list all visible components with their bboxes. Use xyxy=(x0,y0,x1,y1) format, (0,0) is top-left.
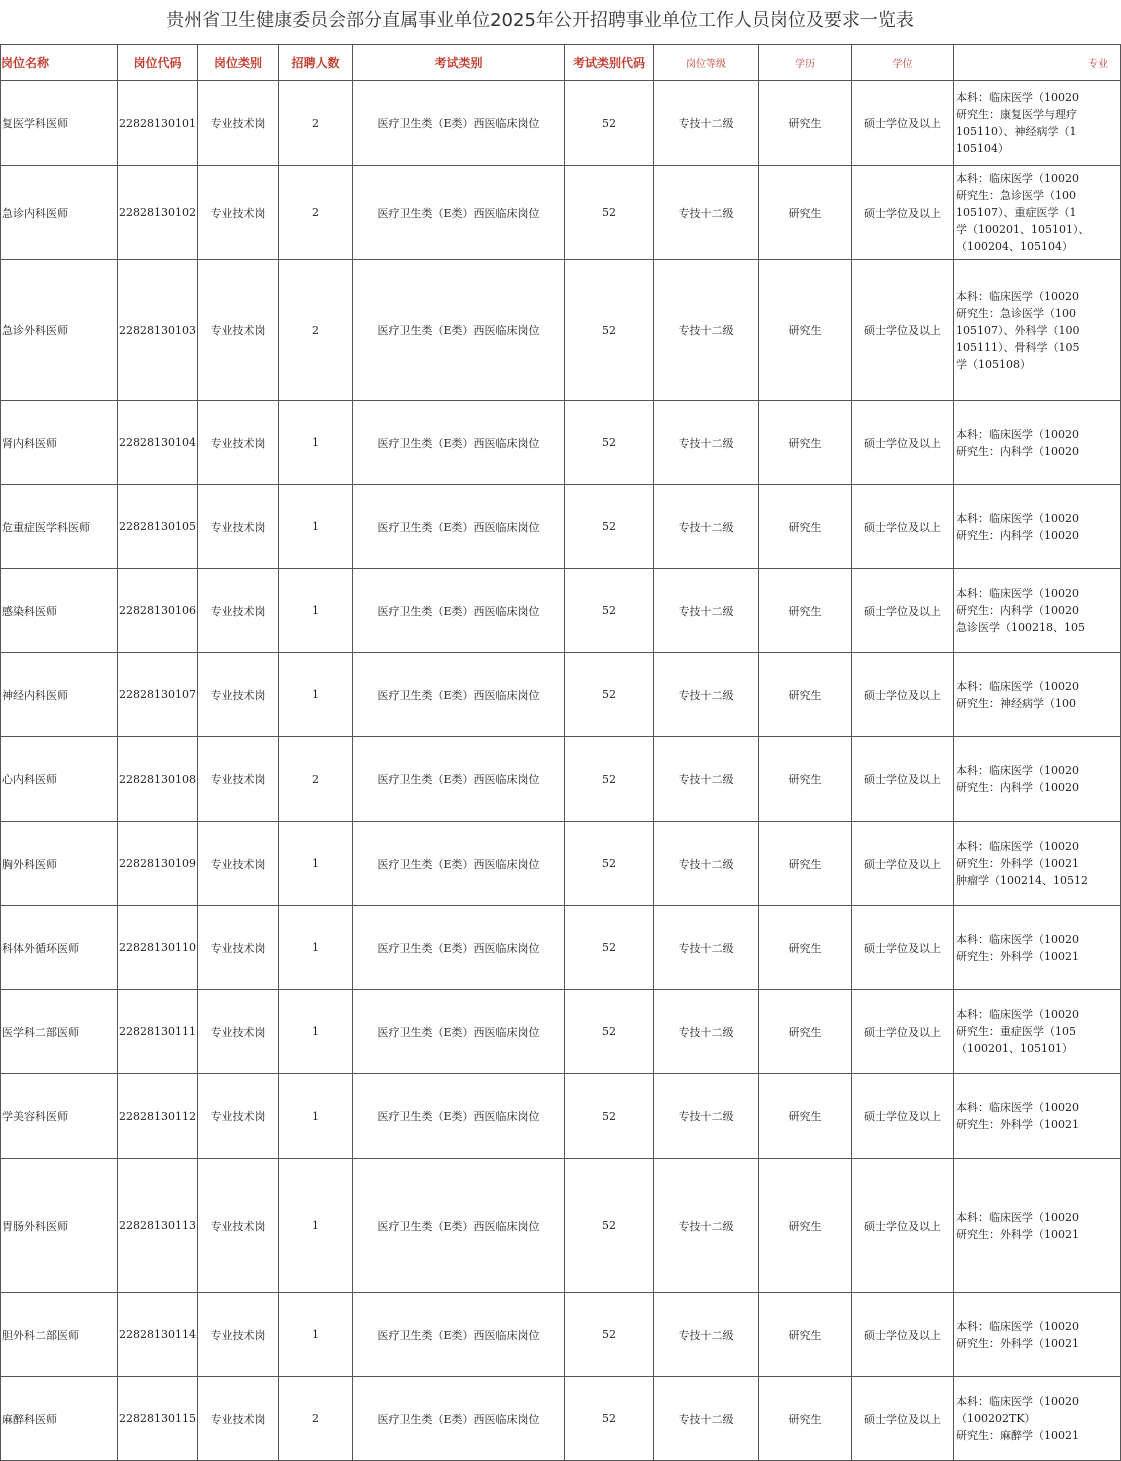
cell-count: 1 xyxy=(279,401,353,485)
header-grade: 岗位等级 xyxy=(654,45,759,81)
cell-exam-code: 52 xyxy=(565,1377,654,1461)
major-line: （100202TK） xyxy=(956,1412,1036,1425)
cell-count: 1 xyxy=(279,906,353,990)
cell-major xyxy=(954,1293,1121,1377)
cell-code: 22828130109 xyxy=(118,822,198,906)
cell-exam: 医疗卫生类（E类）西医临床岗位 xyxy=(353,906,565,990)
cell-edu: 研究生 xyxy=(759,653,852,737)
cell-major xyxy=(954,737,1121,822)
major-line: 肿瘤学（100214、10512 xyxy=(956,874,1088,887)
cell-edu: 研究生 xyxy=(759,81,852,166)
cell-count: 2 xyxy=(279,81,353,166)
cell-major xyxy=(954,1377,1121,1461)
cell-exam: 医疗卫生类（E类）西医临床岗位 xyxy=(353,166,565,260)
cell-category: 专业技术岗 xyxy=(198,569,279,653)
cell-category: 专业技术岗 xyxy=(198,737,279,822)
cell-edu: 研究生 xyxy=(759,1293,852,1377)
cell-code: 22828130112 xyxy=(118,1074,198,1159)
cell-degree: 硕士学位及以上 xyxy=(852,260,954,401)
cell-major xyxy=(954,569,1121,653)
cell-grade: 专技十二级 xyxy=(654,990,759,1074)
cell-edu: 研究生 xyxy=(759,166,852,260)
cell-edu: 研究生 xyxy=(759,260,852,401)
major-line: 研究生：急诊医学（100 xyxy=(956,306,1076,320)
cell-degree: 硕士学位及以上 xyxy=(852,401,954,485)
header-category: 岗位类别 xyxy=(198,45,279,81)
cell-grade: 专技十二级 xyxy=(654,401,759,485)
major-line: 研究生：内科学（10020 xyxy=(956,528,1079,542)
major-line: （100201、105101） xyxy=(956,1042,1073,1055)
major-line: 本科：临床医学（10020 xyxy=(956,679,1079,693)
major-line: 急诊医学（100218、105 xyxy=(956,621,1085,634)
cell-degree: 硕士学位及以上 xyxy=(852,485,954,569)
cell-category: 专业技术岗 xyxy=(198,81,279,166)
cell-category: 专业技术岗 xyxy=(198,1293,279,1377)
table-row xyxy=(1,401,1121,485)
cell-grade: 专技十二级 xyxy=(654,1159,759,1293)
cell-major xyxy=(954,401,1121,485)
major-line: 研究生：康复医学与理疗 xyxy=(956,108,1077,121)
table-row xyxy=(1,1377,1121,1461)
major-line: 研究生：外科学（10021 xyxy=(956,949,1079,963)
table-row xyxy=(1,485,1121,569)
major-line: 研究生：外科学（10021 xyxy=(956,1227,1079,1241)
major-line: 本科：临床医学（10020 xyxy=(956,1101,1079,1114)
table-row xyxy=(1,260,1121,401)
cell-count: 1 xyxy=(279,990,353,1074)
cell-count: 1 xyxy=(279,1293,353,1377)
cell-exam-code: 52 xyxy=(565,1074,654,1159)
cell-category: 专业技术岗 xyxy=(198,401,279,485)
cell-category: 专业技术岗 xyxy=(198,1074,279,1159)
header-major: 专业 xyxy=(954,45,1121,81)
cell-edu: 研究生 xyxy=(759,906,852,990)
cell-count: 2 xyxy=(279,1377,353,1461)
table-row xyxy=(1,1159,1121,1293)
major-line: 本科：临床医学（10020 xyxy=(956,511,1079,525)
table-row xyxy=(1,653,1121,737)
header-count: 招聘人数 xyxy=(279,45,353,81)
page-title: 贵州省卫生健康委员会部分直属事业单位2025年公开招聘事业单位工作人员岗位及要求一览表 xyxy=(166,10,914,31)
header-exam: 考试类别 xyxy=(353,45,565,81)
cell-exam: 医疗卫生类（E类）西医临床岗位 xyxy=(353,1159,565,1293)
major-line: 105107）、重症医学（1 xyxy=(956,206,1077,219)
cell-count: 2 xyxy=(279,166,353,260)
cell-grade: 专技十二级 xyxy=(654,653,759,737)
cell-code: 22828130104 xyxy=(118,401,198,485)
table-row xyxy=(1,81,1121,166)
major-line: 本科：临床医学（10020 xyxy=(956,1319,1079,1333)
cell-name: 急诊内科医师 xyxy=(1,166,118,260)
cell-exam-code: 52 xyxy=(565,1293,654,1377)
cell-major xyxy=(954,653,1121,737)
major-line: 105111）、骨科学（105 xyxy=(956,340,1080,354)
cell-code: 22828130103 xyxy=(118,260,198,401)
major-line: 学（105108） xyxy=(956,357,1031,371)
major-line: 本科：临床医学（10020 xyxy=(956,1008,1079,1021)
cell-exam-code: 52 xyxy=(565,166,654,260)
major-line: 本科：临床医学（10020 xyxy=(956,1395,1079,1408)
cell-count: 1 xyxy=(279,822,353,906)
major-line: 研究生：外科学（10021 xyxy=(956,1336,1079,1350)
cell-code: 22828130108 xyxy=(118,737,198,822)
cell-name: 胃肠外科医师 xyxy=(1,1159,118,1293)
cell-count: 1 xyxy=(279,1074,353,1159)
cell-code: 22828130101 xyxy=(118,81,198,166)
cell-name: 麻醉科医师 xyxy=(1,1377,118,1461)
cell-edu: 研究生 xyxy=(759,1159,852,1293)
cell-degree: 硕士学位及以上 xyxy=(852,1293,954,1377)
cell-exam: 医疗卫生类（E类）西医临床岗位 xyxy=(353,1293,565,1377)
cell-count: 1 xyxy=(279,569,353,653)
cell-exam: 医疗卫生类（E类）西医临床岗位 xyxy=(353,1074,565,1159)
table-row xyxy=(1,166,1121,260)
table-row xyxy=(1,1293,1121,1377)
cell-edu: 研究生 xyxy=(759,990,852,1074)
major-line: 研究生：内科学（10020 xyxy=(956,604,1079,617)
major-line: 研究生：神经病学（100 xyxy=(956,696,1076,710)
cell-major xyxy=(954,166,1121,260)
table-row xyxy=(1,906,1121,990)
cell-name: 学美容科医师 xyxy=(1,1074,118,1159)
cell-major xyxy=(954,81,1121,166)
cell-exam: 医疗卫生类（E类）西医临床岗位 xyxy=(353,569,565,653)
major-line: 本科：临床医学（10020 xyxy=(956,289,1079,303)
cell-name: 危重症医学科医师 xyxy=(1,485,118,569)
cell-category: 专业技术岗 xyxy=(198,990,279,1074)
major-line: 研究生：麻醉学（10021 xyxy=(956,1429,1079,1442)
cell-category: 专业技术岗 xyxy=(198,1377,279,1461)
major-line: （100204、105104） xyxy=(956,240,1073,253)
cell-name: 急诊外科医师 xyxy=(1,260,118,401)
cell-count: 1 xyxy=(279,1159,353,1293)
cell-grade: 专技十二级 xyxy=(654,260,759,401)
major-line: 105107）、外科学（100 xyxy=(956,323,1080,337)
header-edu: 学历 xyxy=(759,45,852,81)
cell-major xyxy=(954,906,1121,990)
header-code: 岗位代码 xyxy=(118,45,198,81)
cell-count: 2 xyxy=(279,737,353,822)
cell-exam-code: 52 xyxy=(565,401,654,485)
cell-grade: 专技十二级 xyxy=(654,906,759,990)
cell-code: 22828130113 xyxy=(118,1159,198,1293)
major-line: 研究生：重症医学（105 xyxy=(956,1025,1076,1038)
cell-degree: 硕士学位及以上 xyxy=(852,1159,954,1293)
cell-edu: 研究生 xyxy=(759,569,852,653)
major-line: 本科：临床医学（10020 xyxy=(956,1210,1079,1224)
cell-degree: 硕士学位及以上 xyxy=(852,822,954,906)
major-line: 学（100201、105101）、 xyxy=(956,223,1090,236)
cell-grade: 专技十二级 xyxy=(654,166,759,260)
cell-degree: 硕士学位及以上 xyxy=(852,569,954,653)
cell-exam: 医疗卫生类（E类）西医临床岗位 xyxy=(353,822,565,906)
cell-exam-code: 52 xyxy=(565,737,654,822)
cell-code: 22828130105 xyxy=(118,485,198,569)
cell-name: 胸外科医师 xyxy=(1,822,118,906)
cell-degree: 硕士学位及以上 xyxy=(852,990,954,1074)
cell-exam-code: 52 xyxy=(565,990,654,1074)
positions-table xyxy=(0,44,1121,1461)
cell-name: 胆外科二部医师 xyxy=(1,1293,118,1377)
cell-exam-code: 52 xyxy=(565,260,654,401)
major-line: 本科：临床医学（10020 xyxy=(956,587,1079,600)
header-degree: 学位 xyxy=(852,45,954,81)
cell-code: 22828130114 xyxy=(118,1293,198,1377)
cell-grade: 专技十二级 xyxy=(654,485,759,569)
cell-code: 22828130110 xyxy=(118,906,198,990)
cell-name: 医学科二部医师 xyxy=(1,990,118,1074)
cell-exam-code: 52 xyxy=(565,1159,654,1293)
table-row xyxy=(1,737,1121,822)
cell-exam-code: 52 xyxy=(565,569,654,653)
cell-name: 神经内科医师 xyxy=(1,653,118,737)
cell-degree: 硕士学位及以上 xyxy=(852,1074,954,1159)
cell-category: 专业技术岗 xyxy=(198,166,279,260)
major-line: 研究生：外科学（10021 xyxy=(956,857,1079,870)
cell-grade: 专技十二级 xyxy=(654,569,759,653)
cell-exam: 医疗卫生类（E类）西医临床岗位 xyxy=(353,485,565,569)
major-line: 研究生：内科学（10020 xyxy=(956,444,1079,458)
major-line: 本科：临床医学（10020 xyxy=(956,840,1079,853)
table-row xyxy=(1,822,1121,906)
cell-count: 1 xyxy=(279,653,353,737)
cell-degree: 硕士学位及以上 xyxy=(852,81,954,166)
cell-grade: 专技十二级 xyxy=(654,1074,759,1159)
cell-exam: 医疗卫生类（E类）西医临床岗位 xyxy=(353,653,565,737)
cell-major xyxy=(954,822,1121,906)
cell-exam: 医疗卫生类（E类）西医临床岗位 xyxy=(353,81,565,166)
cell-name: 科体外循环医师 xyxy=(1,906,118,990)
cell-category: 专业技术岗 xyxy=(198,1159,279,1293)
cell-grade: 专技十二级 xyxy=(654,737,759,822)
cell-exam-code: 52 xyxy=(565,906,654,990)
major-line: 105110）、神经病学（1 xyxy=(956,125,1077,138)
cell-exam: 医疗卫生类（E类）西医临床岗位 xyxy=(353,401,565,485)
cell-exam-code: 52 xyxy=(565,653,654,737)
cell-category: 专业技术岗 xyxy=(198,906,279,990)
header-exam-code: 考试类别代码 xyxy=(565,45,654,81)
major-line: 本科：临床医学（10020 xyxy=(956,932,1079,946)
cell-degree: 硕士学位及以上 xyxy=(852,906,954,990)
cell-edu: 研究生 xyxy=(759,1074,852,1159)
cell-code: 22828130102 xyxy=(118,166,198,260)
cell-count: 2 xyxy=(279,260,353,401)
cell-grade: 专技十二级 xyxy=(654,1293,759,1377)
cell-category: 专业技术岗 xyxy=(198,260,279,401)
cell-edu: 研究生 xyxy=(759,822,852,906)
cell-exam: 医疗卫生类（E类）西医临床岗位 xyxy=(353,737,565,822)
cell-major xyxy=(954,1074,1121,1159)
cell-degree: 硕士学位及以上 xyxy=(852,1377,954,1461)
cell-exam-code: 52 xyxy=(565,81,654,166)
cell-name: 感染科医师 xyxy=(1,569,118,653)
cell-category: 专业技术岗 xyxy=(198,822,279,906)
cell-count: 1 xyxy=(279,485,353,569)
table-row xyxy=(1,569,1121,653)
major-line: 105104） xyxy=(956,142,1009,155)
cell-major xyxy=(954,485,1121,569)
cell-degree: 硕士学位及以上 xyxy=(852,653,954,737)
major-line: 研究生：外科学（10021 xyxy=(956,1118,1079,1131)
cell-category: 专业技术岗 xyxy=(198,485,279,569)
cell-exam: 医疗卫生类（E类）西医临床岗位 xyxy=(353,260,565,401)
header-row xyxy=(1,45,1121,81)
cell-degree: 硕士学位及以上 xyxy=(852,737,954,822)
major-line: 本科：临床医学（10020 xyxy=(956,427,1079,441)
cell-exam-code: 52 xyxy=(565,485,654,569)
cell-edu: 研究生 xyxy=(759,737,852,822)
cell-code: 22828130107 xyxy=(118,653,198,737)
major-line: 研究生：急诊医学（100 xyxy=(956,189,1076,202)
cell-exam: 医疗卫生类（E类）西医临床岗位 xyxy=(353,1377,565,1461)
cell-major xyxy=(954,260,1121,401)
header-name: 岗位名称 xyxy=(1,45,118,81)
cell-exam-code: 52 xyxy=(565,822,654,906)
cell-name: 复医学科医师 xyxy=(1,81,118,166)
cell-category: 专业技术岗 xyxy=(198,653,279,737)
cell-major xyxy=(954,990,1121,1074)
cell-edu: 研究生 xyxy=(759,485,852,569)
cell-edu: 研究生 xyxy=(759,401,852,485)
cell-code: 22828130115 xyxy=(118,1377,198,1461)
cell-exam: 医疗卫生类（E类）西医临床岗位 xyxy=(353,990,565,1074)
cell-grade: 专技十二级 xyxy=(654,1377,759,1461)
cell-grade: 专技十二级 xyxy=(654,822,759,906)
cell-major xyxy=(954,1159,1121,1293)
table-row xyxy=(1,990,1121,1074)
major-line: 本科：临床医学（10020 xyxy=(956,91,1079,104)
major-line: 本科：临床医学（10020 xyxy=(956,764,1079,777)
cell-degree: 硕士学位及以上 xyxy=(852,166,954,260)
major-line: 研究生：内科学（10020 xyxy=(956,781,1079,794)
cell-code: 22828130106 xyxy=(118,569,198,653)
cell-code: 22828130111 xyxy=(118,990,198,1074)
cell-edu: 研究生 xyxy=(759,1377,852,1461)
cell-name: 心内科医师 xyxy=(1,737,118,822)
table-row xyxy=(1,1074,1121,1159)
cell-name: 肾内科医师 xyxy=(1,401,118,485)
cell-grade: 专技十二级 xyxy=(654,81,759,166)
major-line: 本科：临床医学（10020 xyxy=(956,172,1079,185)
